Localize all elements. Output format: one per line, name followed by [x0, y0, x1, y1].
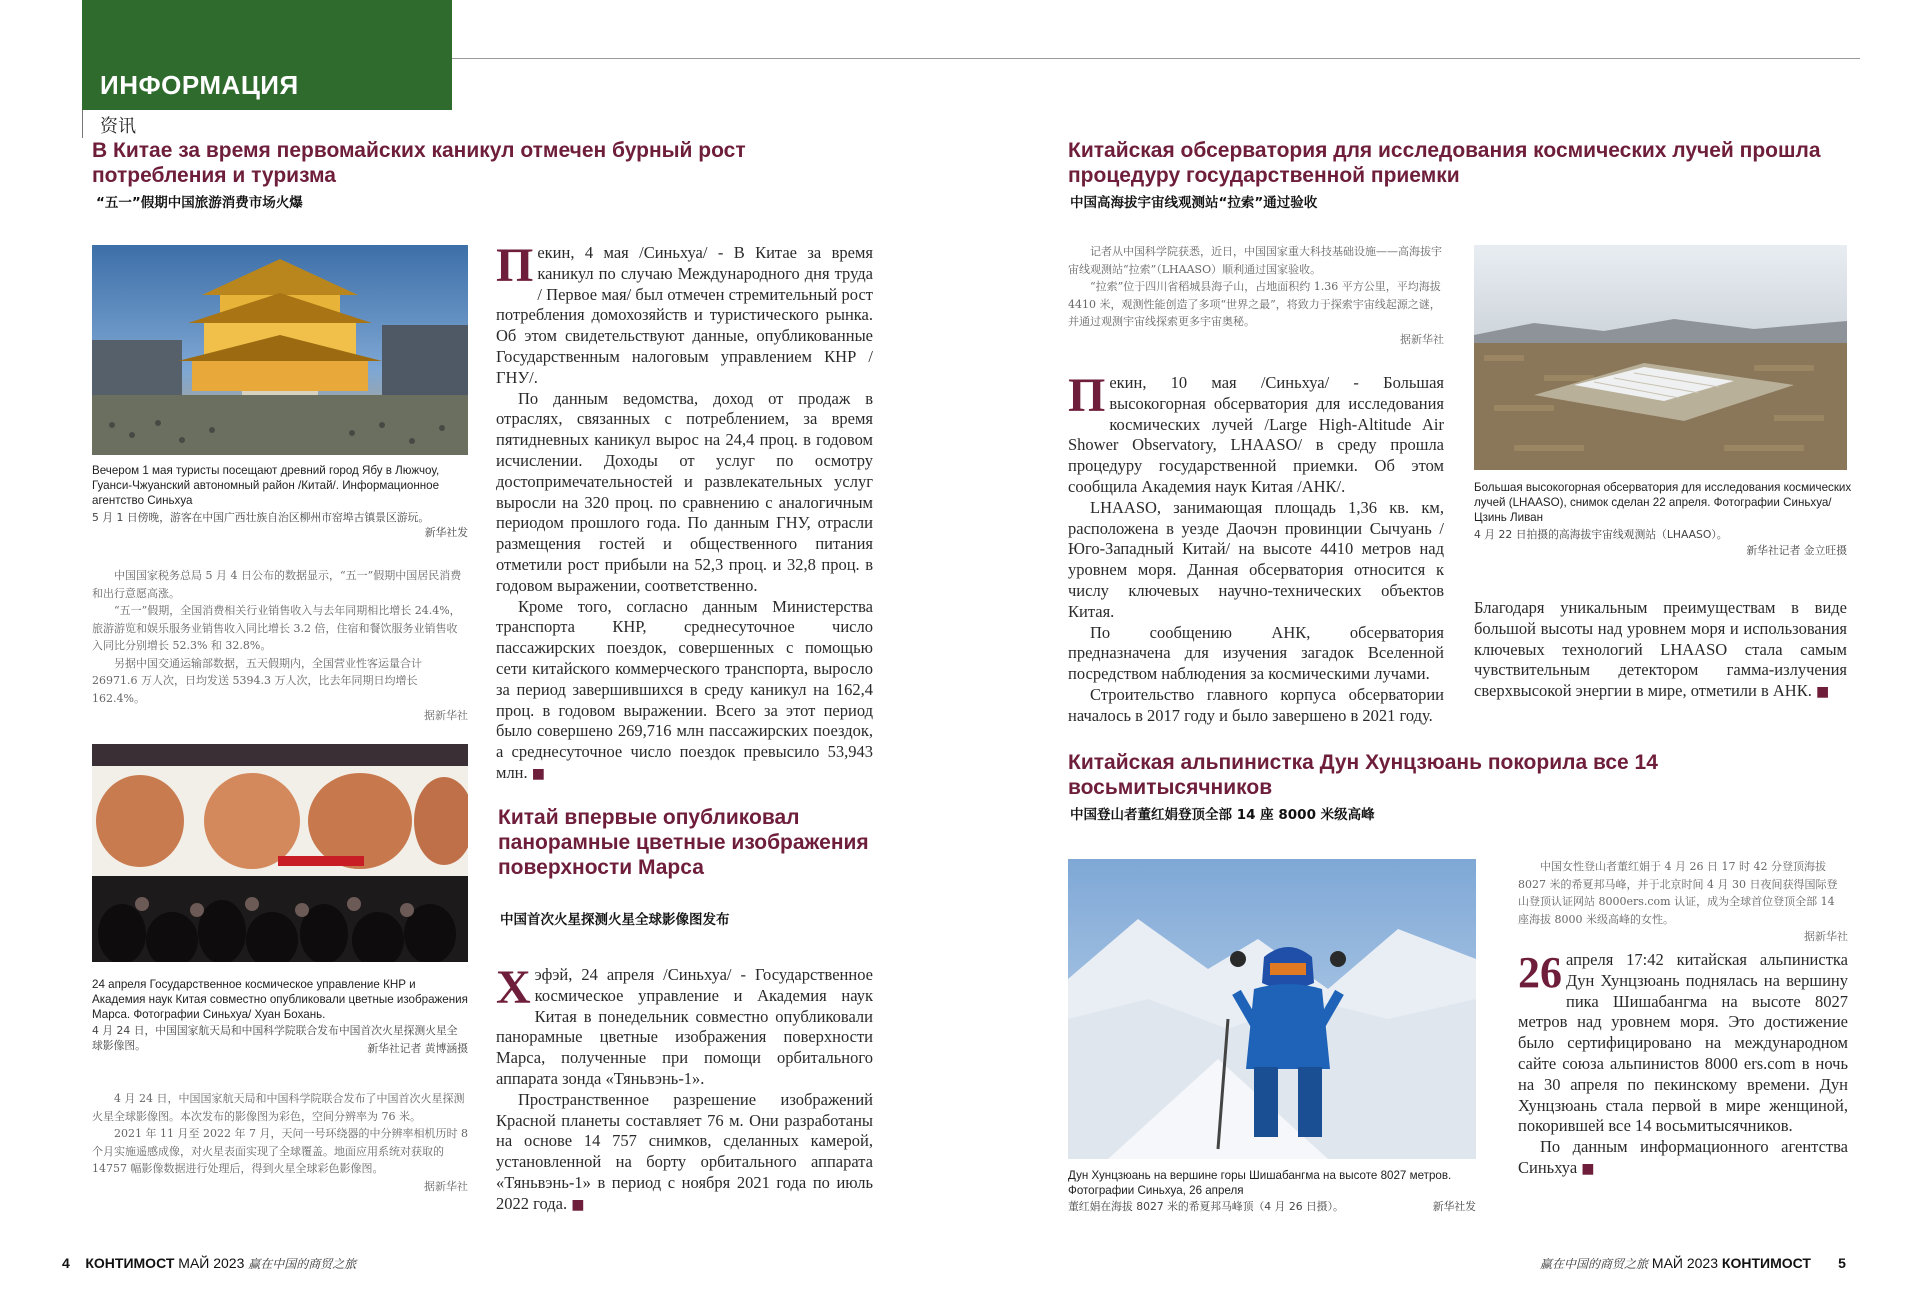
article4-lead: апреля 17:42 китайская альпинистка Дун Хунцзюань поднялась на вершину пика Шишабангма на высоте 8027 метров над уровнем моря. Это достижение было сертифицировано на международном сайте союза альпинистов 8000 ers.com в ночь на 30 апреля по пекинскому времени. Дун Хунцзюань стала первой в мире женщиной, покорившей все 14 восьмитысячников.	[1518, 950, 1848, 1136]
article3-paragraph: Строительство главного корпуса обсерватории началось в 2017 году и было завершено в 2021 году.	[1068, 684, 1444, 725]
zh-paragraph: 2021 年 11 月至 2022 年 7 月，天问一号环绕器的中分辨率相机历时 8 个月实施遥感成像，对火星表面实现了全球覆盖。地面应用系统对获取的 14757 幅影像数据进行处理后，得到火星全球彩色影像图。	[92, 1127, 468, 1175]
article1-photo-credit-zh: 新华社发	[424, 526, 468, 539]
article4-photo-caption: Дун Хунцзюань на вершине горы Шишабангма на высоте 8027 метров. Фотографии Синьхуа, 26 апреля	[1068, 1169, 1452, 1197]
article2-title: Китай впервые опубликовал панорамные цветные изображения поверхности Марса	[498, 806, 869, 879]
article2-lead: эфэй, 24 апреля /Синьхуа/ - Государственное космическое управление и Академия наук Китая в понедельник совместно опубликовали панорамные цветные изображения поверхности Марса, полученные при помощи орбитального аппарата зонда «Тяньвэнь-1».	[496, 965, 873, 1088]
article1-lead: екин, 4 мая /Синьхуа/ - В Китае за время каникул по случаю Международного дня труда / Первое мая/ был отмечен стремительный рост потребления домохозяйств и туристического рынка. Об этом свидетельствуют данные, опубликованные Государственным налоговым управлением КНР / ГНУ/.	[496, 243, 873, 387]
article3-subtitle-zh: 中国高海拔宇宙线观测站“拉索”通过验收	[1070, 195, 1318, 211]
article3-dropcap: П	[1068, 369, 1106, 422]
article4-subtitle-zh: 中国登山者董红娟登顶全部 14 座 8000 米级高峰	[1070, 807, 1375, 823]
article3-paragraph: По сообщению АНК, обсерватория предназначена для изучения загадок Вселенной посредством наблюдения за космическими лучами.	[1068, 622, 1444, 684]
zh-paragraph: “拉索”位于四川省稻城县海子山，占地面积约 1.36 平方公里，平均海拔 4410 米，观测性能创造了多项“世界之最”，将致力于探索宇宙线起源之谜，并通过观测宇宙线探索更多宇宙奥秘。	[1068, 280, 1441, 328]
article3-zh-box	[1068, 243, 1444, 348]
end-mark: ■	[1581, 1160, 1595, 1177]
article4-dropcap: 26	[1518, 948, 1562, 997]
footer-right	[1540, 1255, 1846, 1272]
article3-paragraph: LHAASO, занимающая площадь 1,36 кв. км, расположена в уезде Даочэн провинции Сычуань / Юго-Западный Китай/ на высоте 4410 метров над уровнем моря. Данная обсерватория относится к числу ключевых научно-технических объектов Китая.	[1068, 497, 1444, 621]
article2-photo-caption: 24 апреля Государственное космическое управление КНР и Академия наук Китая совместно опубликовали цветные изображения Марса. Фотографии Синьхуа/ Хуан Бохань.	[92, 978, 468, 1021]
article1-title: В Китае за время первомайских каникул отмечен бурный рост потребления и туризма	[92, 139, 746, 187]
article3-photo-credit-zh: 新华社记者 金立旺摄	[1746, 544, 1847, 557]
zh-paragraph: 记者从中国科学院获悉，近日，中国国家重大科技基础设施——高海拔宇宙线观测站“拉索”（LHAASO）顺利通过国家验收。	[1068, 245, 1442, 276]
article4-body	[1518, 950, 1848, 1180]
article2-photo-mars-images	[92, 744, 468, 962]
header-rule	[452, 58, 1860, 59]
zh-paragraph: 中国国家税务总局 5 月 4 日公布的数据显示，“五一”假期中国居民消费和出行意愿高涨。	[92, 569, 462, 600]
article3-lead: екин, 10 мая /Синьхуа/ - Большая высокогорная обсерватория для исследования космических лучей /Large High-Altitude Air Shower Observatory, LHAASO/ в среду прошла процедуру государственной приемки. Об этом сообщила Академия наук Китая /АНК/.	[1068, 373, 1444, 496]
issue-date: МАЙ 2023	[178, 1255, 245, 1271]
slogan-zh: 赢在中国的商贸之旅	[248, 1257, 357, 1271]
article2-paragraph: Пространственное разрешение изображений Красной планеты составляет 76 м. Они разработаны на основе 14 757 снимков, сделанных камерой, установленной на борту орбитального аппарата «Тяньвэнь-1» в период с ноября 2021 года по июль 2022 года.	[496, 1089, 873, 1213]
end-mark: ■	[571, 1196, 585, 1213]
zh-source: 据新华社	[424, 709, 468, 722]
article1-photo-yabu-town	[92, 245, 468, 455]
article3-title: Китайская обсерватория для исследования космических лучей прошла процедуру государственной приемки	[1068, 139, 1821, 187]
article3-paragraph: Благодаря уникальным преимуществам в виде большой высоты над уровнем моря и использования ключевых технологий LHAASO стала самым чувствительным детектором гамма-излучения сверхвысокой энергии в мире, отметили в АНК.	[1474, 598, 1847, 701]
article2-subtitle-zh: 中国首次火星探测火星全球影像图发布	[500, 912, 730, 928]
slogan-zh: 赢在中国的商贸之旅	[1540, 1257, 1649, 1271]
article3-photo-caption: Большая высокогорная обсерватория для исследования космических лучей (LHAASO), снимок сделан 22 апреля. Фотографии Синьхуа/ Цзинь Ливан	[1474, 481, 1852, 524]
zh-paragraph: 4 月 24 日，中国国家航天局和中国科学院联合发布了中国首次火星探测火星全球影像图。本次发布的影像图为彩色，空间分辨率为 76 米。	[92, 1092, 465, 1123]
page-number-right: 5	[1838, 1255, 1846, 1271]
magazine-brand: КОНТИМОСТ	[1721, 1255, 1811, 1271]
zh-source: 据新华社	[1400, 332, 1444, 346]
page-number-left: 4	[62, 1255, 70, 1271]
article4-photo-climber	[1068, 859, 1476, 1159]
zh-source: 据新华社	[1804, 930, 1848, 943]
article3-photo-observatory	[1474, 245, 1847, 470]
section-title-zh: 资讯	[100, 116, 136, 137]
article4-title: Китайская альпинистка Дун Хунцзюань покорила все 14 восьмитысячников	[1068, 751, 1658, 799]
article4-photo-credit-zh: 新华社发	[1432, 1200, 1476, 1213]
article1-paragraph: По данным ведомства, доход от продаж в отраслях, связанных с потреблением, за время пятидневных каникул вырос на 24,4 проц. в годовом исчислении. Доходы от услуг по осмотру достопримечательностей и развлекательных услуг выросли на 320 проц. по сравнению с аналогичным периодом прошлого года. По данным ГНУ, отрасли размещения гостей и общественного питания отметили рост прибыли на 52,3 проц. и 32,8 проц. в годовом выражении, соответственно.	[496, 388, 873, 595]
article2-body	[496, 961, 873, 1216]
end-mark: ■	[1815, 684, 1830, 701]
article2-dropcap: Х	[496, 961, 531, 1014]
footer-left	[62, 1255, 356, 1272]
article3-body	[1068, 369, 1444, 727]
zh-paragraph: 另据中国交通运输部数据，五天假期内，全国营业性客运量合计 26971.6 万人次，日均发送 5394.3 万人次，比去年同期日均增长 162.4%。	[92, 656, 422, 705]
article1-paragraph: Кроме того, согласно данным Министерства транспорта КНР, среднесуточное число пассажирских поездок, совершенных с помощью сети китайского коммерческого транспорта, выросло за период завершившихся в среду каникул на 162,4 проц. в годовом выражении. Всего за этот период было совершено 269,716 млн пассажирских поездок, а среднесуточное число поездок превысило 53,943 млн.	[496, 596, 873, 782]
article1-dropcap: П	[496, 239, 534, 292]
header-tick	[82, 110, 83, 138]
article1-subtitle-zh: “五一”假期中国旅游消费市场火爆	[96, 195, 303, 211]
magazine-brand: КОНТИМОСТ	[85, 1255, 175, 1271]
article4-paragraph: По данным информационного агентства Синьхуа	[1518, 1137, 1848, 1177]
article1-photo-caption-zh: 5 月 1 日傍晚，游客在中国广西壮族自治区柳州市窑埠古镇景区游玩。	[92, 511, 430, 524]
article1-zh-box	[92, 567, 468, 725]
article1-body	[496, 239, 873, 785]
article2-photo-credit-zh: 新华社记者 黄博涵摄	[367, 1042, 468, 1055]
issue-date: МАЙ 2023	[1651, 1255, 1719, 1271]
article3-body-continued	[1474, 598, 1847, 703]
zh-paragraph: “五一”假期，全国消费相关行业销售收入与去年同期相比增长 24.4%，旅游游览和娱乐服务业销售收入同比增长 3.2 倍，住宿和餐饮服务业销售收入同比分别增长 52.3% 和 32.8%。	[92, 604, 461, 652]
article4-zh-box	[1518, 858, 1848, 946]
article4-photo-caption-zh: 董红娟在海拔 8027 米的希夏邦马峰顶（4 月 26 日摄）。	[1068, 1200, 1344, 1213]
article1-photo-caption: Вечером 1 мая туристы посещают древний город Ябу в Люжчоу, Гуанси-Чжуанский автономный район /Китай/. Информационное агентство Синьхуа	[92, 464, 440, 507]
zh-paragraph: 中国女性登山者董红娟于 4 月 26 日 17 时 42 分登顶海拔 8027 米的希夏邦马峰，并于北京时间 4 月 30 日夜间获得国际登山登顶认证网站 8000ers.com 认证，成为全球首位登顶全部 14 座海拔 8000 米级高峰的女性。	[1518, 860, 1838, 926]
end-mark: ■	[531, 765, 545, 782]
article3-photo-caption-zh: 4 月 22 日拍摄的高海拔宇宙线观测站（LHAASO）。	[1474, 528, 1728, 541]
section-title: ИНФОРМАЦИЯ	[100, 70, 299, 100]
zh-source: 据新华社	[424, 1179, 468, 1193]
article2-zh-box	[92, 1090, 468, 1195]
article2-photo-caption-zh: 4 月 24 日，中国国家航天局和中国科学院联合发布中国首次火星探测火星全球影像图。	[92, 1024, 458, 1052]
